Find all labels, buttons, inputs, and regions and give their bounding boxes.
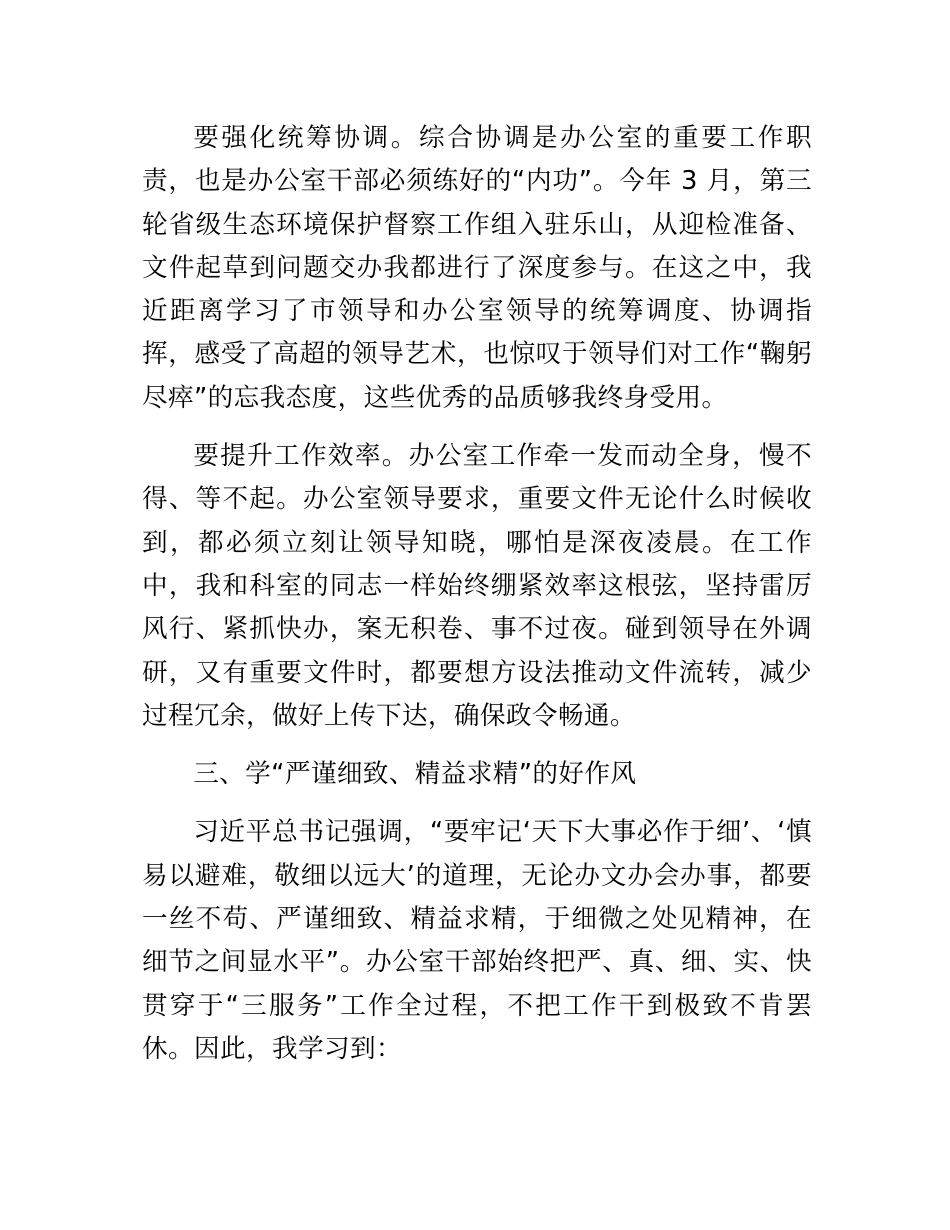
section-heading: 三、学“严谨细致、精益求精”的好作风 bbox=[193, 759, 637, 790]
document-body bbox=[142, 117, 812, 1086]
paragraph-closing: 习近平总书记强调，“要牢记‘天下大事必作于细’、‘慎易以避难，敬细以远大’的道理，无论办文办会办事，都要一丝不苟、严谨细致、精益求精，于细微之处见精神，在细节之间显水平”。办公室干部始终把严、真、细、实、快贯穿于“三服务”工作全过程，不把工作干到极致不肯罢休。因此，我学习到： bbox=[142, 817, 812, 1064]
paragraph-coordination: 要强化统筹协调。综合协调是办公室的重要工作职责，也是办公室干部必须练好的“内功”。今年 3 月，第三轮省级生态环境保护督察工作组入驻乐山，从迎检准备、文件起草到问题交办我都进行了深度参与。在这之中，我近距离学习了市领导和办公室领导的统筹调度、协调指挥，感受了高超的领导艺术，也惊叹于领导们对工作“鞠躬尽瘁”的忘我态度，这些优秀的品质够我终身受用。 bbox=[142, 123, 812, 413]
paragraph-efficiency: 要提升工作效率。办公室工作牵一发而动全身，慢不得、等不起。办公室领导要求，重要文件无论什么时候收到，都必须立刻让领导知晓，哪怕是深夜凌晨。在工作中，我和科室的同志一样始终绷紧效率这根弦，坚持雷厉风行、紧抓快办，案无积卷、事不过夜。碰到领导在外调研，又有重要文件时，都要想方设法推动文件流转，减少过程冗余，做好上传下达，确保政令畅通。 bbox=[142, 441, 812, 731]
